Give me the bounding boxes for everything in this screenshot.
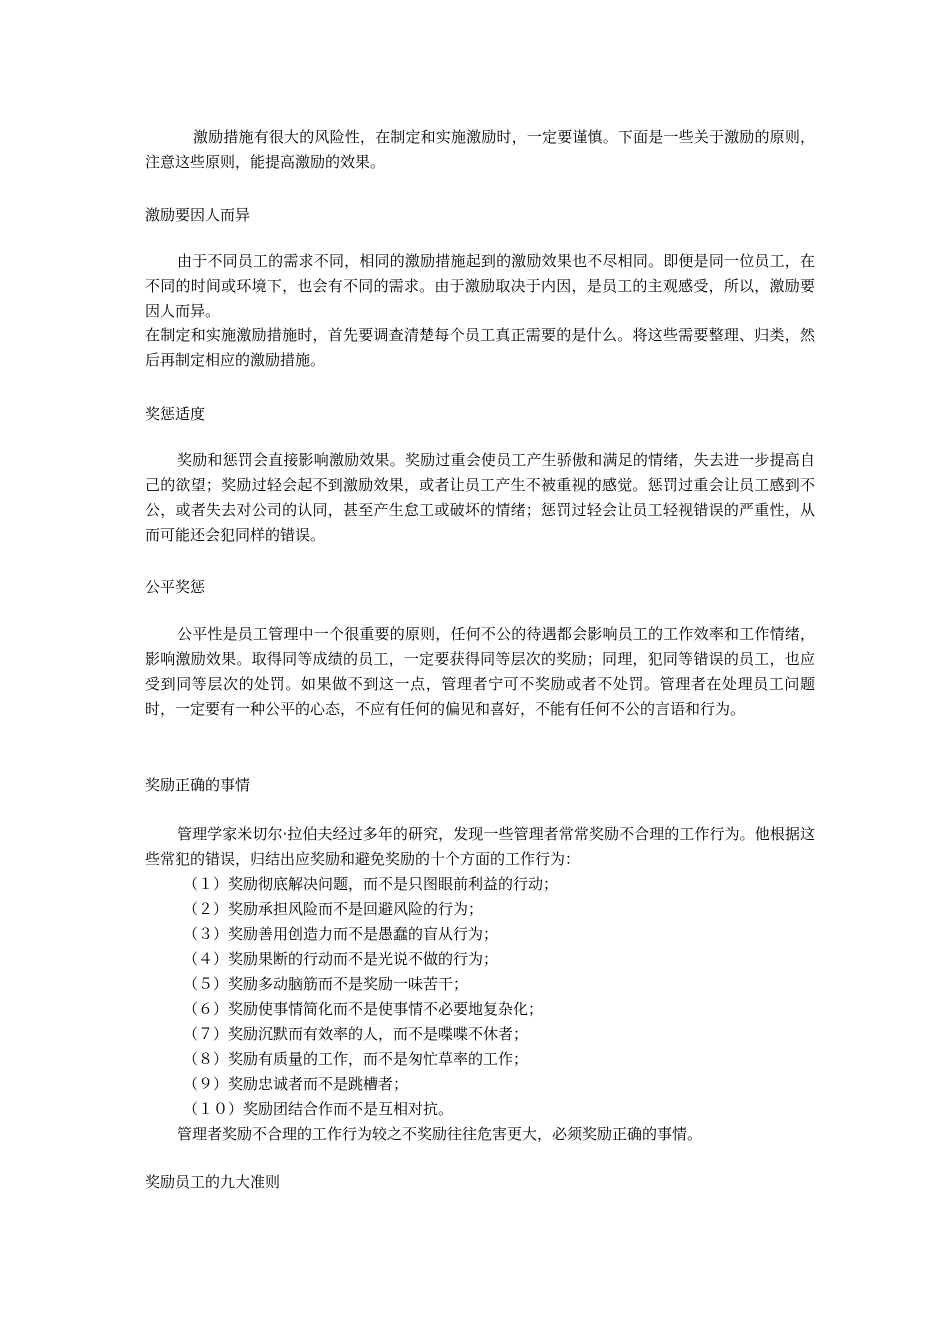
section-heading: 奖励正确的事情 bbox=[145, 776, 251, 794]
list-item: （１０）奖励团结合作而不是互相对抗。 bbox=[183, 1100, 454, 1118]
list-item: （７）奖励沉默而有效率的人，而不是喋喋不休者； bbox=[183, 1025, 529, 1043]
section-paragraph: 公平性是员工管理中一个很重要的原则，任何不公的待遇都会影响员工的工作效率和工作情绪，影响激励效果。取得同等成绩的员工，一定要获得同等层次的奖励；同理，犯同等错误的员工，也应受到同等层次的处罚。如果做不到这一点，管理者宁可不奖励或者不处罚。管理者在处理员工问题时，一定要有一种公平的心态，不应有任何的偏见和喜好，不能有任何不公的言语和行为。 bbox=[145, 625, 815, 718]
section-heading: 奖惩适度 bbox=[145, 405, 206, 423]
list-item: （４）奖励果断的行动而不是光说不做的行为； bbox=[183, 950, 499, 968]
section-heading: 激励要因人而异 bbox=[145, 206, 251, 224]
list-item: （１）奖励彻底解决问题，而不是只图眼前利益的行动； bbox=[183, 875, 559, 893]
section-paragraph: 在制定和实施激励措施时，首先要调查清楚每个员工真正需要的是什么。将这些需要整理、归类，然后再制定相应的激励措施。 bbox=[145, 326, 815, 369]
list-item: （９）奖励忠诚者而不是跳槽者； bbox=[183, 1075, 409, 1093]
section-heading: 奖励员工的九大准则 bbox=[145, 1173, 281, 1191]
section-heading: 公平奖惩 bbox=[145, 578, 206, 596]
list-item: （６）奖励使事情简化而不是使事情不必要地复杂化； bbox=[183, 1000, 544, 1018]
section-paragraph: 管理学家米切尔·拉伯夫经过多年的研究，发现一些管理者常常奖励不合理的工作行为。他根据这些常犯的错误，归结出应奖励和避免奖励的十个方面的工作行为： bbox=[145, 825, 815, 868]
list-item: （３）奖励善用创造力而不是愚蠢的盲从行为； bbox=[183, 925, 499, 943]
intro-paragraph: 激励措施有很大的风险性，在制定和实施激励时，一定要谨慎。下面是一些关于激励的原则，注意这些原则，能提高激励的效果。 bbox=[145, 128, 815, 171]
behavior-list bbox=[145, 872, 815, 1147]
closing-paragraph: 管理者奖励不合理的工作行为较之不奖励往往危害更大，必须奖励正确的事情。 bbox=[177, 1125, 703, 1143]
section-paragraph: 由于不同员工的需求不同，相同的激励措施起到的激励效果也不尽相同。即便是同一位员工，在不同的时间或环境下，也会有不同的需求。由于激励取决于内因，是员工的主观感受，所以，激励要因人而异。 bbox=[145, 252, 815, 320]
list-item: （８）奖励有质量的工作，而不是匆忙草率的工作； bbox=[183, 1050, 529, 1068]
list-item: （５）奖励多动脑筋而不是奖励一味苦干； bbox=[183, 975, 469, 993]
section-paragraph: 奖励和惩罚会直接影响激励效果。奖励过重会使员工产生骄傲和满足的情绪，失去进一步提高自己的欲望；奖励过轻会起不到激励效果，或者让员工产生不被重视的感觉。惩罚过重会让员工感到不公，或者失去对公司的认同，甚至产生怠工或破坏的情绪；惩罚过轻会让员工轻视错误的严重性，从而可能还会犯同样的错误。 bbox=[145, 451, 815, 544]
list-item: （２）奖励承担风险而不是回避风险的行为； bbox=[183, 900, 484, 918]
